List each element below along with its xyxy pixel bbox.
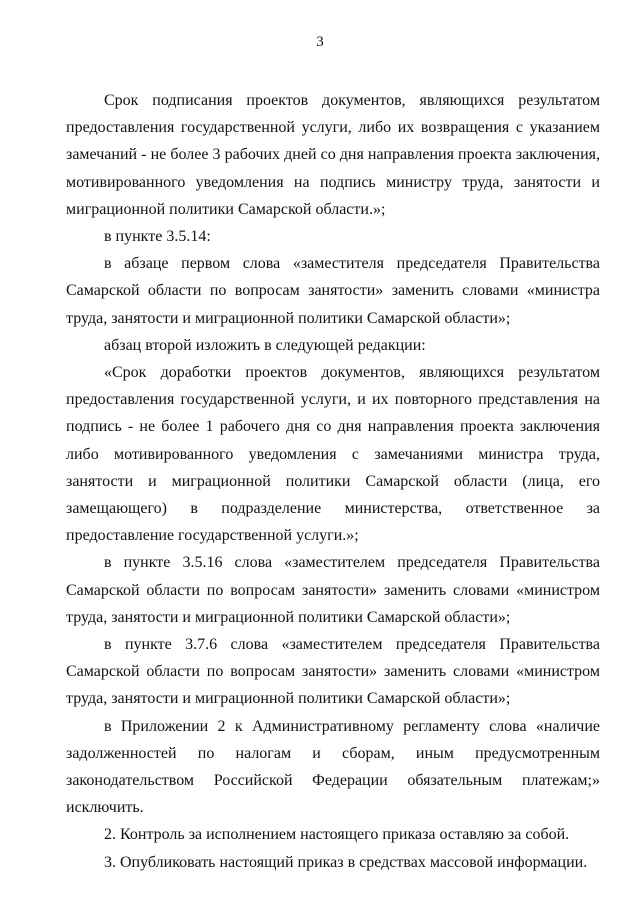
paragraph-appendix-2: в Приложении 2 к Административному регламенту слова «наличие задолженностей по налогам и сборам, иным предусмотренным законодательством Российской Федерации обязательным платежам;» исключить.: [66, 717, 600, 817]
paragraph-second-subparagraph-intro: абзац второй изложить в следующей редакции:: [104, 336, 426, 354]
paragraph-publication: 3. Опубликовать настоящий приказ в средствах массовой информации.: [104, 853, 588, 871]
paragraph-signing-deadline: Срок подписания проектов документов, являющихся результатом предоставления государственной услуги, либо их возвращения с указанием замечаний - не более 3 рабочих дней со дня направления проекта заключения, мотивированного уведомления на подпись министру труда, занятости и миграционной политики Самарской области.»;: [66, 92, 600, 218]
paragraph-clause-3-5-14: в пункте 3.5.14:: [104, 228, 211, 246]
page-number: 3: [316, 34, 324, 50]
paragraph-control: 2. Контроль за исполнением настоящего приказа оставляю за собой.: [104, 826, 570, 844]
paragraph-revision-deadline: «Срок доработки проектов документов, являющихся результатом предоставления государственной услуги, и их повторного представления на подпись - не более 1 рабочего дня со дня направления проекта заключения либо мотивированного уведомления с замечаниями министра труда, занятости и миграционной политики Самарской области (лица, его замещающего) в подразделение министерства, ответственное за предоставление государственной услуги.»;: [66, 364, 600, 545]
paragraph-first-subparagraph-change: в абзаце первом слова «заместителя председателя Правительства Самарской области по вопросам занятости» заменить словами «министра труда, занятости и миграционной политики Самарской области»;: [66, 255, 600, 327]
paragraph-clause-3-5-16: в пункте 3.5.16 слова «заместителем председателя Правительства Самарской области по вопросам занятости» заменить словами «министром труда, занятости и миграционной политики Самарской области»;: [66, 554, 600, 626]
paragraph-clause-3-7-6: в пункте 3.7.6 слова «заместителем председателя Правительства Самарской области по вопросам занятости» заменить словами «министром труда, занятости и миграционной политики Самарской области»;: [66, 636, 600, 708]
document-body: [66, 87, 600, 876]
